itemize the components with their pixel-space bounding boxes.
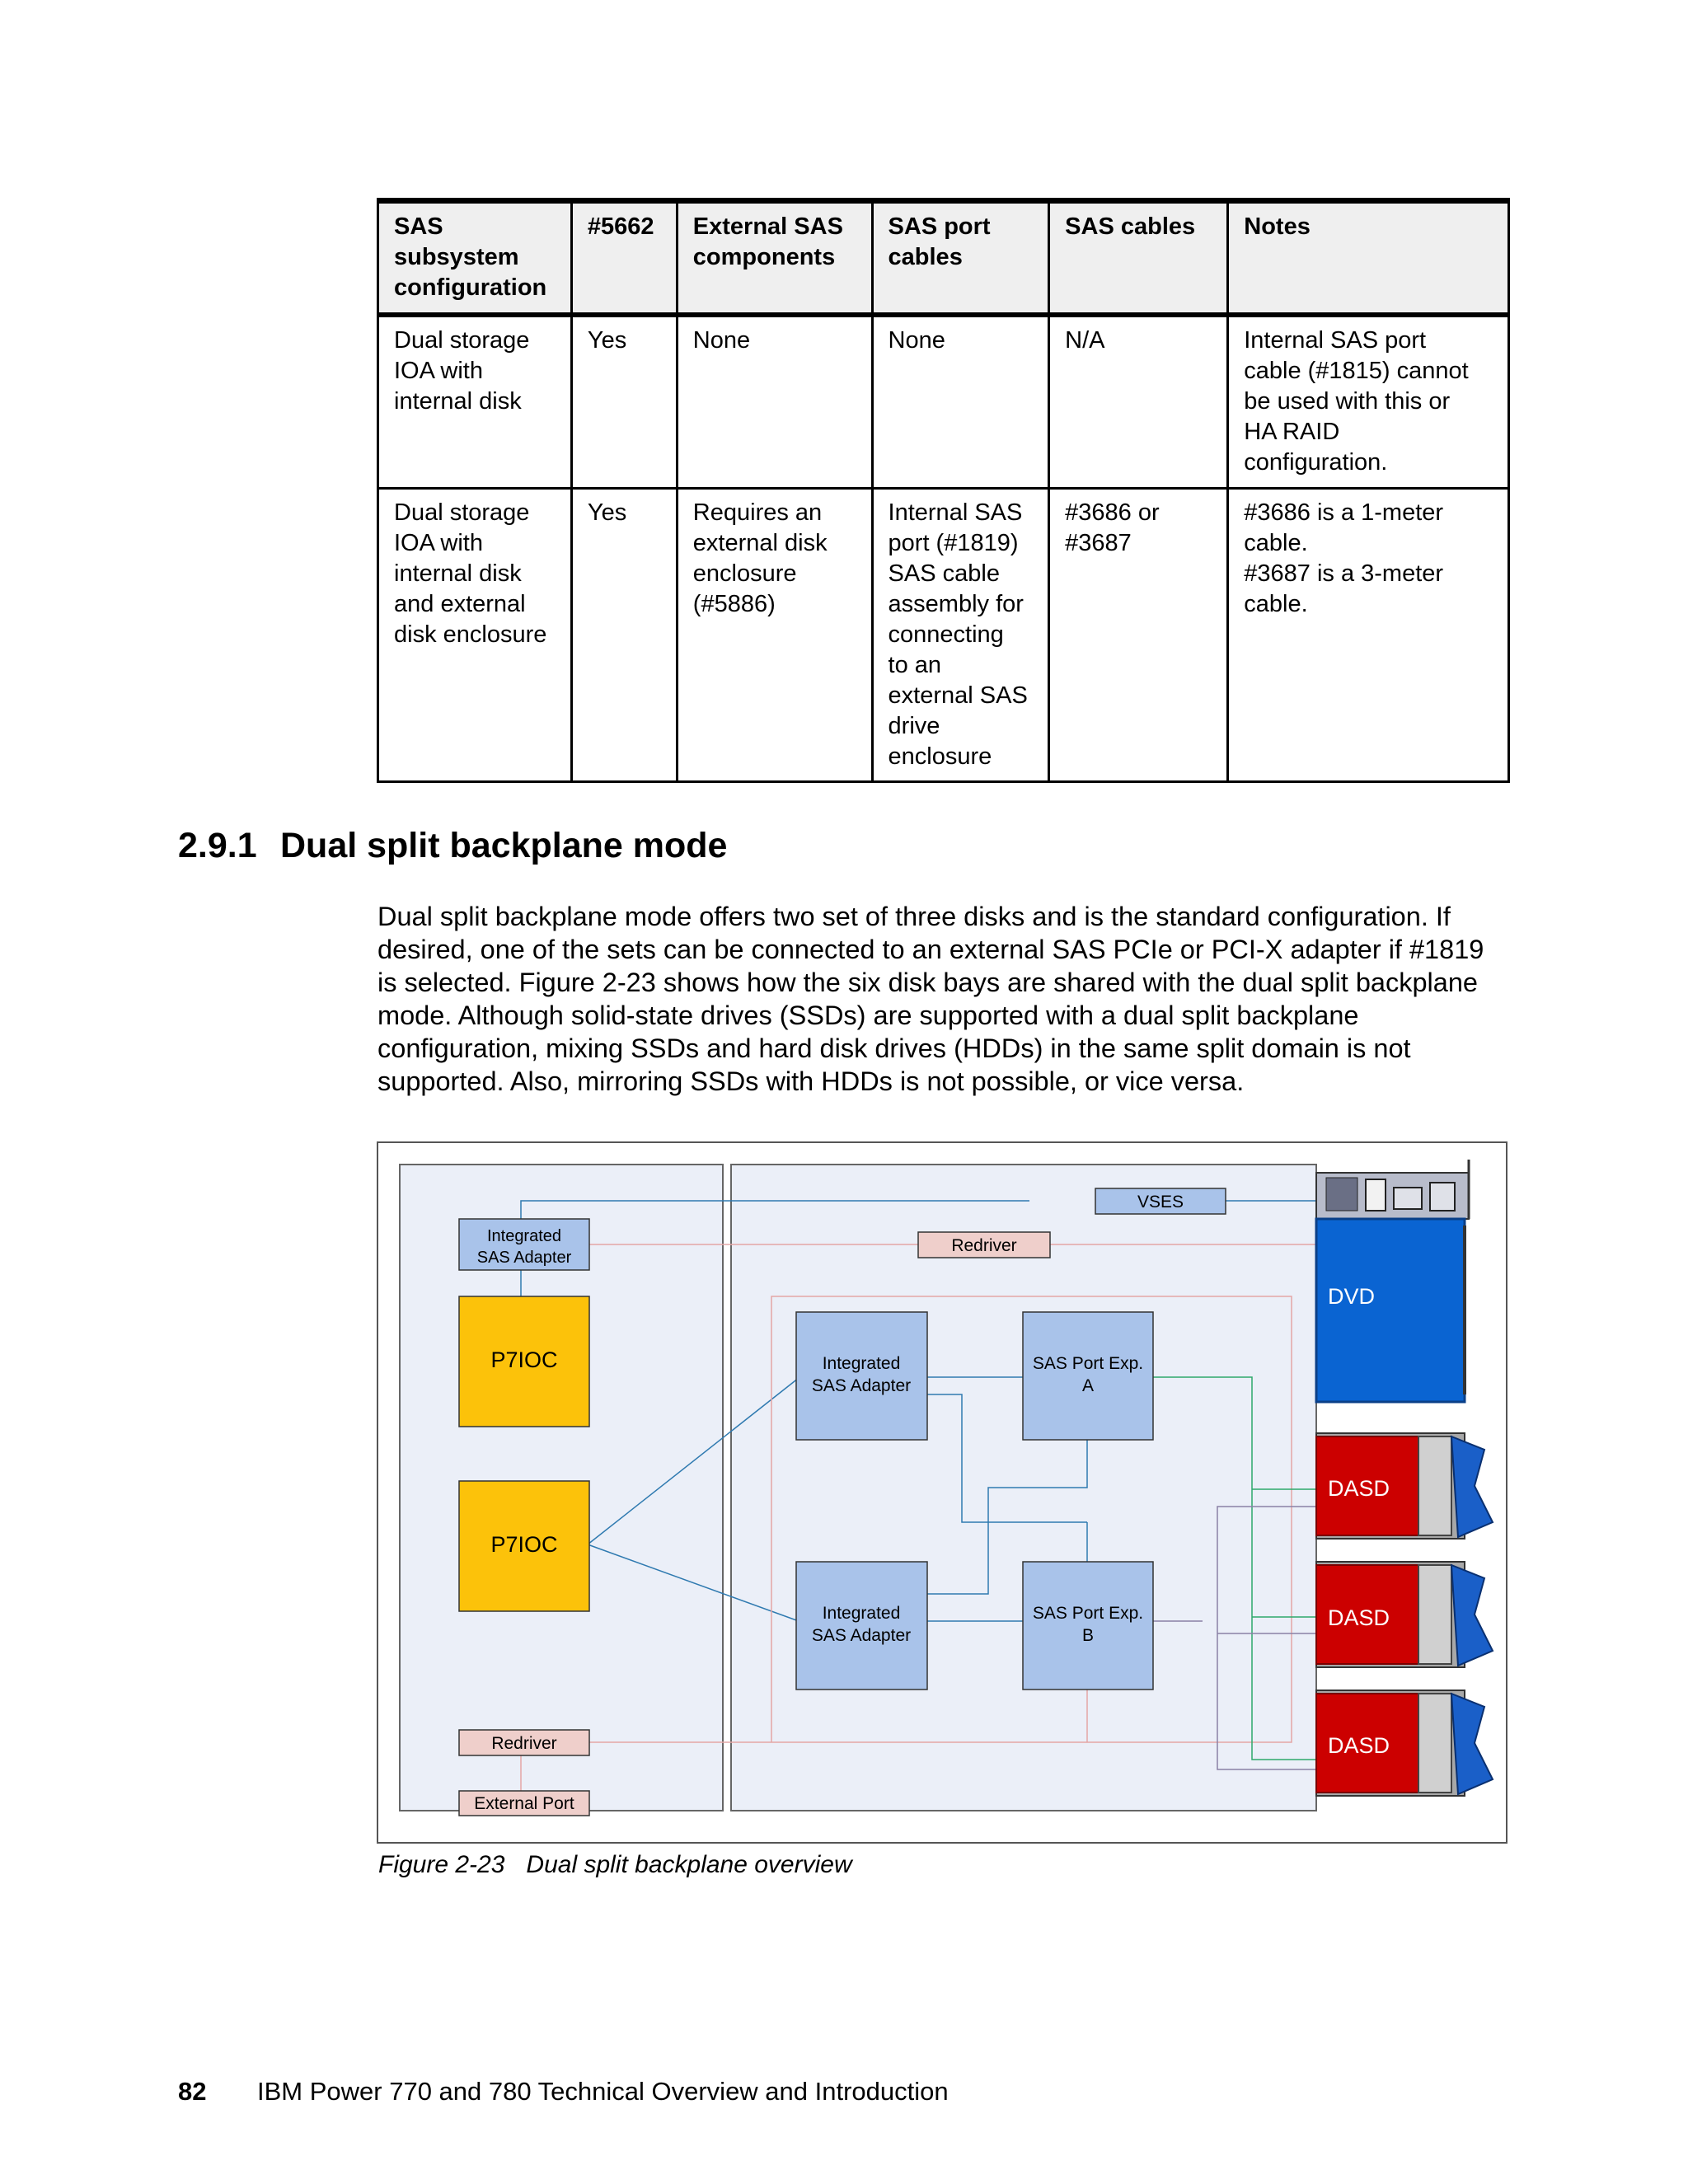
table-cell: [571, 315, 677, 489]
dasd-label: DASD: [1328, 1733, 1390, 1758]
cell-text-line: be used with this or: [1244, 388, 1451, 415]
cell-text-line: cable (#1815) cannot: [1244, 358, 1469, 384]
dvd-drive: [1316, 1219, 1465, 1402]
adapter-label: Integrated: [486, 1227, 562, 1245]
table-header-cell: [677, 201, 872, 316]
cell-text-line: #3686 or: [1065, 499, 1160, 526]
cell-text-line: cable.: [1244, 591, 1308, 617]
table-cell: [1228, 315, 1509, 489]
table-cell: [872, 315, 1049, 489]
sas-configuration-table: [377, 198, 1510, 783]
adapter-label: SAS Adapter: [476, 1249, 572, 1267]
cell-text-line: Dual storage: [394, 499, 530, 526]
table-cell: [378, 315, 572, 489]
page-footer: [178, 2075, 949, 2108]
footer-title: IBM Power 770 and 780 Technical Overview and Introduction: [257, 2077, 949, 2106]
cell-text-line: internal disk: [394, 560, 522, 587]
cell-text-line: SAS cable: [888, 560, 1000, 587]
cell-text-line: configuration: [394, 274, 547, 301]
cell-text-line: Yes: [587, 499, 627, 526]
table-header-cell: [1049, 201, 1228, 316]
cell-text-line: #3687: [1065, 530, 1132, 556]
redriver-label: Redriver: [951, 1236, 1017, 1255]
cell-text-line: enclosure: [888, 743, 992, 770]
cell-text-line: to an: [888, 652, 942, 678]
cell-text-line: SAS cables: [1065, 213, 1196, 240]
table-header-cell: [872, 201, 1049, 316]
cell-text-line: components: [692, 244, 836, 270]
cell-text-line: drive: [888, 713, 940, 739]
cell-text-line: external SAS: [888, 682, 1028, 709]
cell-text-line: #3687 is a 3-meter: [1244, 560, 1444, 587]
table-cell: [1049, 315, 1228, 489]
cell-text-line: enclosure: [692, 560, 797, 587]
table-header-cell: [571, 201, 677, 316]
cell-text-line: and external: [394, 591, 526, 617]
figure-caption: [378, 1849, 852, 1881]
adapter-label: Integrated: [822, 1354, 901, 1373]
cell-text-line: Internal SAS: [888, 499, 1023, 526]
expander-label: SAS Port Exp.: [1032, 1604, 1144, 1623]
cell-text-line: internal disk: [394, 388, 522, 415]
cell-text-line: connecting: [888, 621, 1004, 648]
backplane-diagram: [378, 1143, 1506, 1842]
expander-label: SAS Port Exp.: [1032, 1354, 1144, 1373]
dasd-label: DASD: [1328, 1605, 1390, 1630]
expander-label: A: [1081, 1376, 1095, 1395]
cell-text-line: SAS port: [888, 213, 991, 240]
cell-text-line: #5662: [587, 213, 654, 240]
cell-text-line: (#5886): [692, 591, 776, 617]
adapter-label: Integrated: [822, 1604, 901, 1623]
figure-frame: [377, 1141, 1507, 1844]
table-cell: [677, 315, 872, 489]
cell-text-line: configuration.: [1244, 449, 1388, 476]
drive-bay-hardware: [1316, 1160, 1469, 1219]
section-number: 2.9.1: [178, 826, 257, 865]
cell-text-line: assembly for: [888, 591, 1024, 617]
paragraph-line: Dual split backplane mode offers two set of three disks and is the standard configuration. If: [377, 902, 1451, 931]
adapter-label: SAS Adapter: [811, 1376, 912, 1395]
table-cell: [677, 489, 872, 782]
cell-text-line: Internal SAS port: [1244, 327, 1427, 354]
table-row: [378, 315, 1509, 489]
cell-text-line: subsystem: [394, 244, 519, 270]
paragraph-line: supported. Also, mirroring SSDs with HDDs is not possible, or vice versa.: [377, 1066, 1245, 1096]
cell-text-line: HA RAID: [1244, 419, 1340, 445]
table-header-cell: [1228, 201, 1509, 316]
table-cell: [1228, 489, 1509, 782]
paragraph-line: desired, one of the sets can be connected to an external SAS PCIe or PCI-X adapter if #1819: [377, 935, 1484, 964]
external-port-label: External Port: [474, 1794, 574, 1813]
vses-label: VSES: [1137, 1193, 1184, 1212]
cell-text-line: disk enclosure: [394, 621, 547, 648]
section-heading: [178, 823, 727, 869]
adapter-label: SAS Adapter: [811, 1626, 912, 1645]
redriver-label: Redriver: [491, 1734, 557, 1753]
cell-text-line: None: [692, 327, 751, 354]
cell-text-line: External SAS: [692, 213, 843, 240]
cell-text-line: IOA with: [394, 358, 483, 384]
p7ioc-label: P7IOC: [490, 1532, 558, 1557]
cell-text-line: Yes: [587, 327, 627, 354]
cell-text-line: N/A: [1065, 327, 1105, 354]
cell-text-line: external disk: [692, 530, 828, 556]
cell-text-line: IOA with: [394, 530, 483, 556]
table-header-cell: [378, 201, 572, 316]
dasd-label: DASD: [1328, 1476, 1390, 1501]
table-row: [378, 489, 1509, 782]
p7ioc-label: P7IOC: [490, 1347, 558, 1372]
cell-text-line: Requires an: [692, 499, 823, 526]
table-cell: [872, 489, 1049, 782]
expander-label: B: [1081, 1626, 1095, 1645]
page-number: 82: [178, 2077, 207, 2106]
table-header-row: [378, 201, 1509, 316]
cell-text-line: SAS: [394, 213, 443, 240]
cell-text-line: Notes: [1244, 213, 1311, 240]
table-cell: [1049, 489, 1228, 782]
figure-caption-label: Figure 2-23: [378, 1851, 505, 1878]
paragraph-line: configuration, mixing SSDs and hard disk drives (HDDs) in the same split domain is not: [377, 1033, 1411, 1063]
paragraph-line: is selected. Figure 2-23 shows how the six disk bays are shared with the dual split backplane: [377, 968, 1479, 997]
cell-text-line: #3686 is a 1-meter: [1244, 499, 1444, 526]
body-paragraph: [377, 900, 1515, 1098]
table-cell: [571, 489, 677, 782]
table-cell: [378, 489, 572, 782]
figure-caption-text: Dual split backplane overview: [526, 1851, 852, 1878]
cell-text-line: None: [888, 327, 945, 354]
cell-text-line: cables: [888, 244, 963, 270]
cell-text-line: Dual storage: [394, 327, 530, 354]
section-title: Dual split backplane mode: [280, 826, 728, 865]
paragraph-line: mode. Although solid-state drives (SSDs) are supported with a dual split backplane: [377, 1001, 1359, 1030]
dvd-label: DVD: [1328, 1284, 1376, 1309]
cell-text-line: port (#1819): [888, 530, 1019, 556]
cell-text-line: cable.: [1244, 530, 1308, 556]
